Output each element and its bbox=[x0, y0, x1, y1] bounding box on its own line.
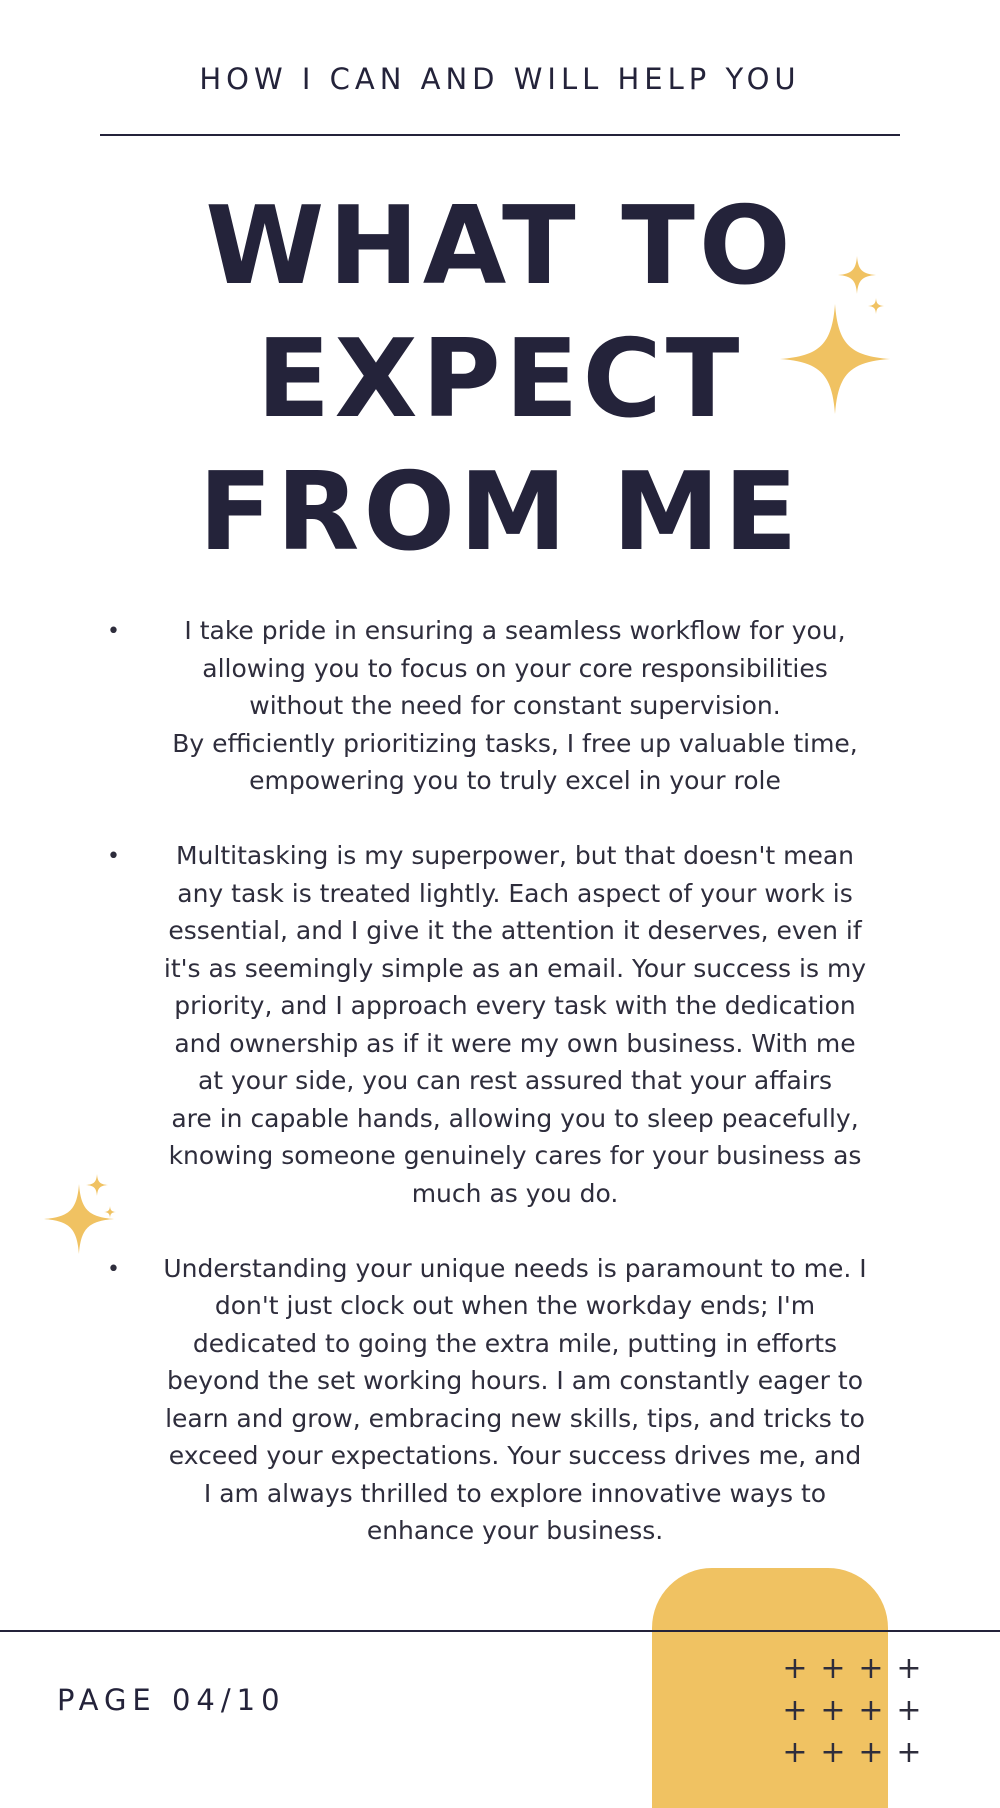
paragraph-line: Understanding your unique needs is paramount to me. I bbox=[163, 1253, 867, 1283]
paragraph-line: knowing someone genuinely cares for your business as bbox=[168, 1141, 862, 1170]
paragraph-line: and ownership as if it were my own business. With me bbox=[174, 1028, 856, 1058]
paragraph-line: exceed your expectations. Your success drives me, and bbox=[168, 1441, 862, 1470]
page-number: PAGE 04/10 bbox=[57, 1683, 286, 1717]
plus-icon: + bbox=[858, 1693, 884, 1728]
paragraph-line: at your side, you can rest assured that your affairs bbox=[197, 1066, 833, 1095]
plus-icon: + bbox=[782, 1735, 808, 1770]
title-line-2: EXPECT bbox=[256, 317, 744, 442]
paragraph-line: any task is treated lightly. Each aspect of your work is bbox=[177, 878, 853, 908]
top-divider bbox=[100, 134, 900, 136]
sparkle-large-icon bbox=[780, 304, 890, 414]
paragraph-line: Multitasking is my superpower, but that doesn't mean bbox=[175, 841, 855, 870]
plus-icon: + bbox=[820, 1693, 846, 1728]
sparkle-small-icon bbox=[838, 256, 876, 294]
paragraph-line: essential, and I give it the attention it deserves, even if bbox=[168, 916, 862, 945]
paragraph-line: empowering you to truly excel in your role bbox=[249, 766, 781, 795]
plus-icon: + bbox=[896, 1735, 922, 1770]
paragraph-line: much as you do. bbox=[411, 1178, 619, 1208]
paragraph-line: By efficiently prioritizing tasks, I free up valuable time, bbox=[172, 728, 858, 758]
plus-icon: + bbox=[782, 1693, 808, 1728]
bullet-1: • bbox=[107, 619, 120, 644]
paragraph-line: are in capable hands, allowing you to sleep peacefully, bbox=[171, 1103, 859, 1133]
title-line-1: WHAT TO bbox=[205, 184, 795, 309]
plus-icon: + bbox=[858, 1651, 884, 1686]
bottom-divider bbox=[0, 1630, 1000, 1632]
title-line-3: FROM ME bbox=[198, 450, 802, 575]
section-kicker: HOW I CAN AND WILL HELP YOU bbox=[199, 62, 801, 96]
bullet-3: • bbox=[107, 1256, 120, 1282]
plus-icon: + bbox=[820, 1735, 846, 1770]
paragraph-line: I take pride in ensuring a seamless workflow for you, bbox=[184, 616, 846, 645]
plus-icon: + bbox=[820, 1651, 846, 1686]
paragraph-line: learn and grow, embracing new skills, tips, and tricks to bbox=[165, 1403, 865, 1433]
paragraph-line: allowing you to focus on your core responsibilities bbox=[202, 653, 828, 683]
bullet-2: • bbox=[107, 844, 120, 869]
paragraph-line: I am always thrilled to explore innovative ways to bbox=[203, 1478, 827, 1508]
sparkle-tiny-icon bbox=[868, 298, 884, 314]
paragraph-line: dedicated to going the extra mile, putting in efforts bbox=[192, 1328, 838, 1358]
paragraph-line: without the need for constant supervision. bbox=[249, 691, 781, 720]
paragraph-3 bbox=[105, 1250, 925, 1550]
paragraph-line: beyond the set working hours. I am constantly eager to bbox=[167, 1366, 863, 1395]
plus-icon: + bbox=[896, 1651, 922, 1686]
paragraph-line: don't just clock out when the workday ends; I'm bbox=[214, 1291, 816, 1320]
paragraph-2 bbox=[105, 837, 925, 1212]
paragraph-line: priority, and I approach every task with the dedication bbox=[174, 991, 856, 1020]
paragraph-line: it's as seemingly simple as an email. Your success is my bbox=[163, 953, 867, 983]
plus-pattern bbox=[776, 1652, 926, 1770]
plus-icon: + bbox=[858, 1735, 884, 1770]
plus-icon: + bbox=[896, 1693, 922, 1728]
paragraph-1 bbox=[105, 612, 925, 800]
plus-icon: + bbox=[782, 1651, 808, 1686]
body-content bbox=[105, 612, 925, 1587]
paragraph-line: enhance your business. bbox=[366, 1516, 664, 1545]
